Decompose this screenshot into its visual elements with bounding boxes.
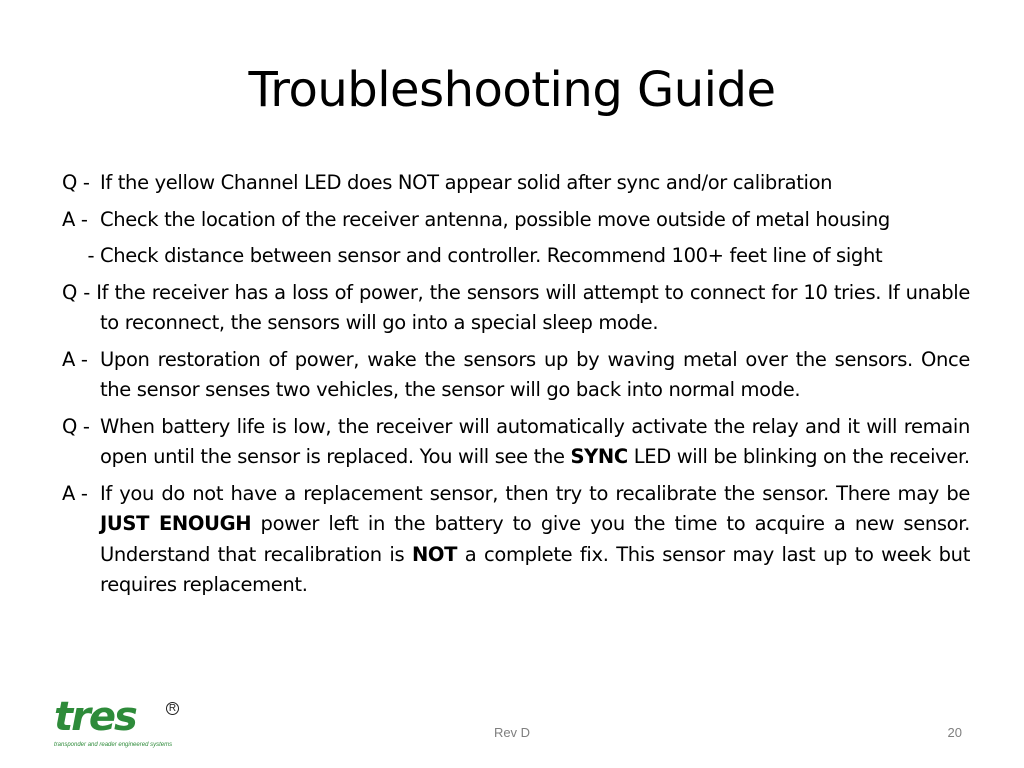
list-item — [62, 205, 970, 236]
text-part: power left in the battery to give you the time to acquire a new sensor. Understand that recalibration is — [100, 512, 970, 566]
item-text — [100, 479, 970, 601]
list-item — [62, 479, 970, 601]
list-item — [62, 412, 970, 473]
item-prefix: Q - — [62, 171, 96, 194]
registered-icon: R — [166, 702, 179, 715]
item-text: Check distance between sensor and controller. Recommend 100+ feet line of sight — [100, 244, 883, 267]
list-item — [62, 168, 970, 199]
text-part: When battery life is low, the receiver will automatically activate the relay and it will remain open until the sensor is replaced. You will see the — [100, 414, 970, 468]
footer-page-number: 20 — [947, 725, 962, 740]
footer-revision: Rev D — [493, 725, 531, 740]
text-part: a complete fix. This sensor may last up to week but requires replacement. — [100, 542, 970, 596]
item-text: Check the location of the receiver antenna, possible move outside of metal housing — [100, 207, 890, 231]
bold-not: NOT — [411, 542, 458, 566]
item-prefix: A - — [62, 207, 94, 231]
item-text: If the yellow Channel LED does NOT appear solid after sync and/or calibration — [100, 171, 833, 194]
item-prefix: Q - — [62, 414, 96, 438]
item-text — [100, 412, 970, 473]
text-part: If you do not have a replacement sensor, then try to recalibrate the sensor. There may be — [100, 481, 970, 505]
item-text: If the receiver has a loss of power, the sensors will attempt to connect for 10 tries. If unable to reconnect, the sensors will go into a special sleep mode. — [96, 280, 971, 334]
item-prefix: Q - — [62, 280, 97, 304]
slide-body — [62, 168, 970, 607]
item-text: Upon restoration of power, wake the sensors up by waving metal over the sensors. Once the sensor senses two vehicles, the sensor will go back into normal mode. — [100, 347, 970, 401]
item-prefix: - — [87, 244, 100, 267]
text-part: LED will be blinking on the receiver. — [627, 445, 970, 468]
logo-tagline: transponder and reader engineered systems — [54, 742, 173, 748]
item-prefix: A - — [62, 481, 94, 505]
item-prefix: A - — [62, 347, 94, 371]
logo-word: tres — [54, 694, 136, 740]
list-item — [62, 241, 970, 272]
slide-title: Troubleshooting Guide — [248, 62, 776, 118]
list-item — [62, 278, 970, 339]
bold-just-enough: JUST ENOUGH — [100, 512, 252, 535]
list-item — [62, 345, 970, 406]
bold-sync: SYNC — [570, 445, 628, 468]
